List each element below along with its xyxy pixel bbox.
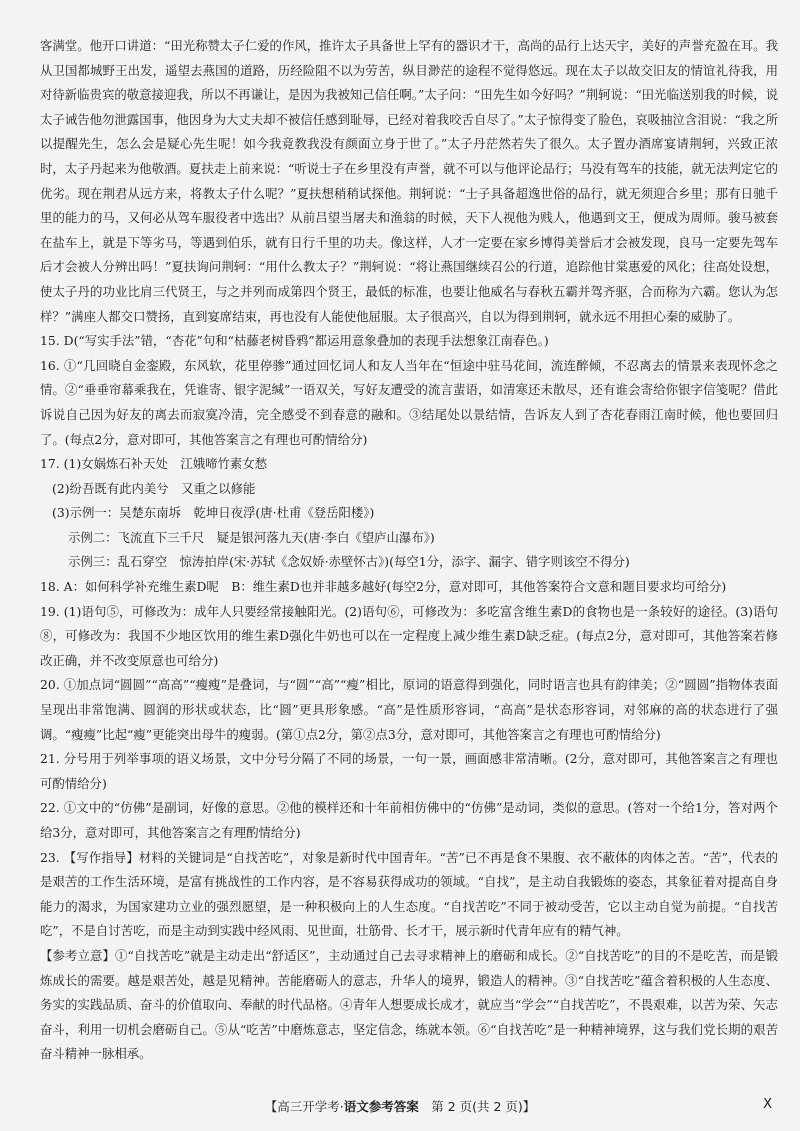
answer-21: 21. 分号用于列举事项的语义场景，文中分号分隔了不同的场景，一句一景，画面感非常清晰。(2分，意对即可，其他答案言之有理也可酌情给分) [40,751,778,791]
answer-17-3-example1: (3)示例一：吴楚东南坼 乾坤日夜浮(唐·杜甫《登岳阳楼》) [52,505,375,521]
answer-22: 22. ①文中的“仿佛”是副词，好像的意思。②他的模样还和十年前相仿佛中的“仿佛”是动词，类似的意思。(答对一个给1分，答对两个给3分，意对即可，其他答案言之有理酌情给分) [40,800,778,840]
answer-20: 20. ①加点词“圆圆”“高高”“瘦瘦”是叠词，与“圆”“高”“瘦”相比，原词的语意得到强化，同时语言也具有韵律美；②“圆圆”指物体表面呈现出非常饱满、圆润的形状或状态，比“圆”更具形象感。“高”是性质形容词，“高高”是状态形容词，对邻麻的高的状态进行了强调。“瘦瘦”比起“瘦”更能突出母牛的瘦弱。(第①点2分，第②点3分，意对即可，其他答案言之有理也可酌情给分) [40,677,778,742]
answer-17-1: 17. (1)女娲炼石补天处 江娥啼竹素女愁 [40,456,268,472]
answer-17-3-example3: 示例三：乱石穿空 惊涛拍岸(宋·苏轼《念奴娇·赤壁怀古》)(每空1分，添字、漏字、错字则该空不得分) [68,554,630,570]
answer-23-reference: 【参考立意】①“自找苦吃”就是主动走出“舒适区”，主动通过自己去寻求精神上的磨砺和成长。②“自找苦吃”的目的不是吃苦，而是锻炼成长的需要。越是艰苦处，越是见精神。苦能磨砺人的意志，升华人的境界，锻造人的精神。③“自找苦吃”蕴含着积极的人生态度、务实的实践品质、奋斗的价值取向、奉献的时代品格。④青年人想要成长成才，就应当“学会”“自找苦吃”，不畏艰难，以苦为荣、矢志奋斗，利用一切机会磨砺自己。⑤从“吃苦”中磨炼意志，坚定信念，练就本领。⑥“自找苦吃”是一种精神境界，这与我们党长期的艰苦奋斗精神一脉相承。 [40,947,778,1062]
page-footer [0,1097,800,1115]
corner-mark: X [763,1097,772,1112]
answer-18: 18. A：如何科学补充维生素D呢 B：维生素D也并非越多越好(每空2分，意对即可，其他答案符合文意和题目要求均可给分) [40,579,727,595]
answer-23-guide: 23. 【写作指导】材料的关键词是“自找苦吃”，对象是新时代中国青年。“苦”已不再是食不果腹、衣不蔽体的肉体之苦。“苦”，代表的是艰苦的工作生活环境，是富有挑战性的工作内容，是不容易获得成功的领域。“自找”，是主动自我锻炼的姿态，其象征着对提高自身能力的渴求，为国家建功立业的强烈愿望，是一种积极向上的人生态度。“自找苦吃”不同于被动受苦，它以主动自觉为前提。“自找苦吃”，不是自讨苦吃，而是主动到实践中经风雨、见世面，壮筋骨、长才干，展示新时代青年应有的精气神。 [40,849,778,939]
answer-document [40,34,778,1067]
translation-paragraph: 客满堂。他开口讲道：“田光称赞太子仁爱的作风，推许太子具备世上罕有的器识才干，高尚的品行上达天宇，美好的声誉充盈在耳。我从卫国都城野王出发，遥望去燕国的道路，历经险阻不以为劳苦，纵目渺茫的途程不觉得悠远。现在太子以故交旧友的情谊礼待我，用对待新临贵宾的敬意接迎我，所以不再谦让，是因为我被知己信任啊。”太子问：“田先生如今好吗？”荆轲说：“田光临送别我的时候，说太子诫告他勿泄露国事，他因身为大丈夫却不被信任感到耻辱，已经对着我咬舌自尽了。”太子惊得变了脸色，哀吸抽泣含泪说：“我之所以提醒先生，怎么会是疑心先生呢！如今我竟教我没有颜面立身于世了。”太子丹茫然若失了很久。太子置办酒席宴请荆轲，兴致正浓时，太子丹起来为他敬酒。夏扶走上前来说：“听说士子在乡里没有声誉，就不可以与他评论品行；马没有驾车的技能，就无法判定它的优劣。现在荆君从远方来，将教太子什么呢？”夏扶想稍稍试探他。荆轲说：“士子具备超逸世俗的品行，就无须迎合乡里；那有日驰千里的能力的马，又何必从驾车服役者中选出？从前吕望当屠夫和渔翁的时候，天下人视他为贱人，他遇到文王，便成为周师。骏马被套在盐车上，就是下等劣马，等遇到伯乐，就有日行千里的功夫。像这样，人才一定要在家乡博得美誉后才会被发现，良马一定要先驾车后才会被人分辨出吗！”夏扶询问荆轲：“用什么教太子？”荆轲说：“将让燕国继续召公的行道，追踪他甘棠惠爱的风化；往高处设想，使太子丹的功业比肩三代贤王，与之并列而成第四个贤王，最低的标准，也要让他威名与春秋五霸并驾齐驱，合而称为六霸。您认为怎样？”满座人都交口赞扬，直到宴席结束，再也没有人能使他屈服。太子很高兴，自以为得到荆轲，就永远不用担心秦的威胁了。 [40,38,778,324]
answer-15: 15. D(“写实手法”错，“杏花”句和“枯藤老树昏鸦”都运用意象叠加的表现手法想象江南春色。) [40,333,549,349]
answer-17-2: (2)纷吾既有此内美兮 又重之以修能 [52,480,256,496]
answer-16: 16. ①“几回晓自金銮殿，东风软，花里停骖”通过回忆词人和友人当年在“恒途中驻马花间，流连醉倾，不忍离去的情景来表现怀念之情。②“垂垂帘幕乘我在，凭谁寄、银字泥缄”一语双关，写好友遭受的流言蜚语，如清寒还未散尽，还有谁会寄给你银字信笺呢？借此诉说自己因为好友的离去而寂寞冷清，完全感受不到春意的融和。③结尾处以景结情，告诉友人到了杏花春雨江南时候，他也要回归了。(每点2分，意对即可，其他答案言之有理也可酌情给分) [40,357,778,447]
footer-title: 语文参考答案 [343,1099,419,1114]
answer-17-3-example2: 示例二：飞流直下三千尺 疑是银河落九天(唐·李白《望庐山瀑布》) [68,529,435,545]
footer-left: 【高三开学考· [264,1099,344,1114]
answer-19: 19. (1)语句⑤，可修改为：成年人只要经常接触阳光。(2)语句⑥，可修改为：多吃富含维生素D的食物也是一条较好的途径。(3)语句⑧，可修改为：我国不少地区饮用的维生素D强化牛奶也可以在一定程度上减少维生素D缺乏症。(每点2分，意对即可，其他答案若修改正确，并不改变原意也可给分) [40,603,778,668]
footer-page-number: 第 2 页(共 2 页)】 [418,1099,536,1114]
